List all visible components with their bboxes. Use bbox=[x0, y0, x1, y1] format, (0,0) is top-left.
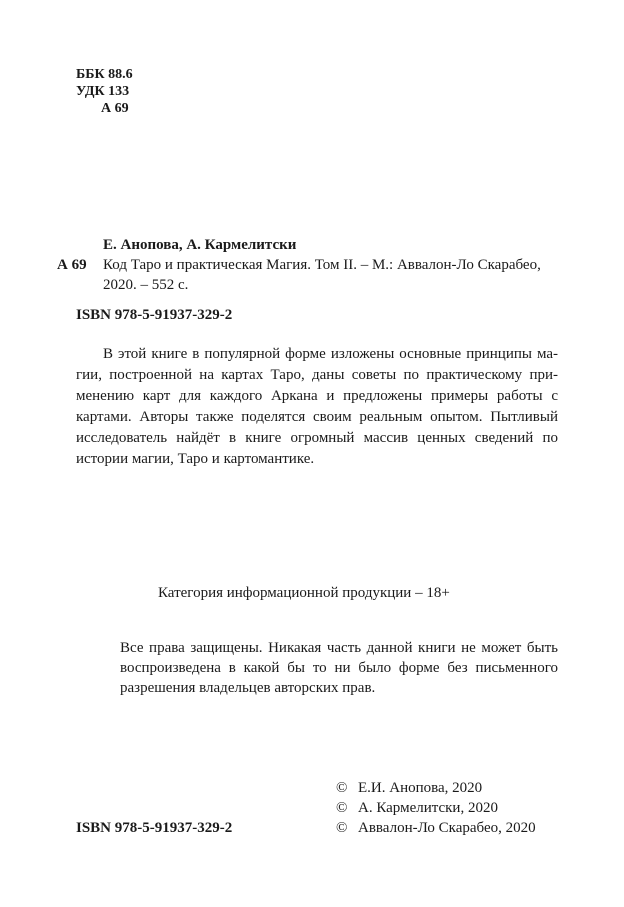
rights-line-3: разрешения владельцев авторских прав. bbox=[120, 680, 376, 696]
copyright-icon: © bbox=[336, 820, 348, 836]
age-rating: Категория информационной продукции – 18+ bbox=[158, 585, 450, 601]
annotation-line-6: истории магии, Таро и картомантике. bbox=[76, 451, 315, 467]
isbn-footer: ISBN 978-5-91937-329-2 bbox=[76, 820, 233, 836]
rights-line-1: Все права защищены. Никакая часть данной книги не может быть bbox=[120, 640, 558, 656]
isbn-card: ISBN 978-5-91937-329-2 bbox=[76, 307, 233, 323]
annotation-line-1: В этой книге в популярной форме изложены основные принципы ма- bbox=[103, 346, 558, 362]
title-line-1: Код Таро и практическая Магия. Том II. – М.: Аввалон-Ло Скарабео, bbox=[103, 257, 541, 273]
bbk-code: ББК 88.6 bbox=[76, 67, 133, 82]
annotation-line-3: менению карт для каждого Аркана и предложены примеры работы с bbox=[76, 388, 558, 404]
copyright-anopova bbox=[336, 780, 482, 797]
authors: Е. Анопова, А. Кармелитски bbox=[103, 237, 297, 253]
title-line-2: 2020. – 552 с. bbox=[103, 277, 189, 293]
rights-line-2: воспроизведена в какой бы то ни было форме без письменного bbox=[120, 660, 558, 676]
annotation-line-2: гии, построенной на картах Таро, даны советы по практическому при- bbox=[76, 367, 558, 383]
author-mark-top: А 69 bbox=[101, 101, 129, 116]
copyright-text: Аввалон-Ло Скарабео, 2020 bbox=[358, 820, 536, 836]
copyright-text: Е.И. Анопова, 2020 bbox=[358, 780, 483, 796]
author-mark-card: А 69 bbox=[57, 257, 87, 273]
annotation-line-5: исследователь найдёт в книге огромный массив ценных сведений по bbox=[76, 430, 558, 446]
copyright-karmelitski bbox=[336, 800, 498, 817]
annotation-line-4: картами. Авторы также поделятся своим реальным опытом. Пытливый bbox=[76, 409, 558, 425]
udk-code: УДК 133 bbox=[76, 84, 130, 99]
copyright-text: А. Кармелитски, 2020 bbox=[358, 800, 498, 816]
copyright-icon: © bbox=[336, 800, 348, 816]
copyright-publisher bbox=[336, 820, 536, 837]
copyright-icon: © bbox=[336, 780, 348, 796]
